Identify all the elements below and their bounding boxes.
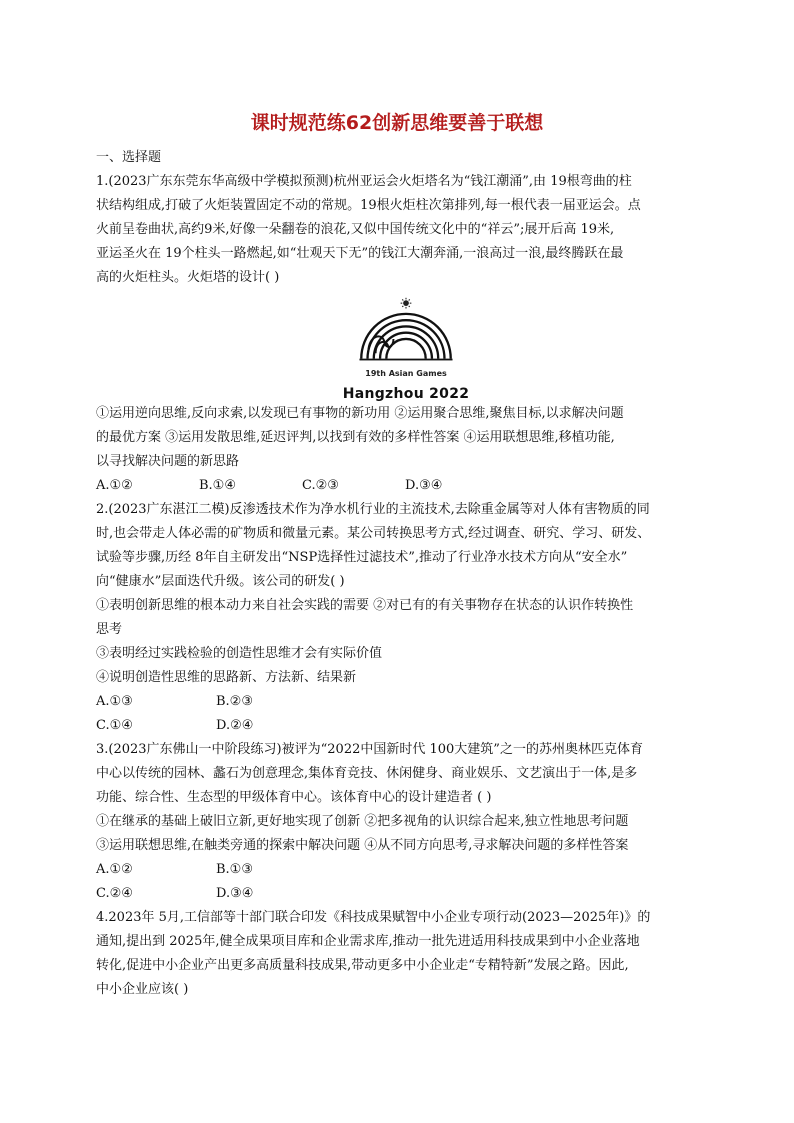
q4-line: 转化,促进中小企业产出更多高质量科技成果,带动更多中小企业走“专精特新”发展之路。因此, (96, 958, 629, 973)
q1-options (96, 474, 716, 498)
asian-games-emblem-icon (346, 296, 466, 364)
q1-line: 高的火炬柱头。火炬塔的设计( ) (96, 270, 280, 285)
q3-options-row (96, 882, 716, 906)
option-d: D.③④ (405, 478, 443, 493)
q4-line: 通知,提出到 2025年,健全成果项目库和企业需求库,推动一批先进适用科技成果到中小企业落地 (96, 934, 640, 949)
option-a: A.①② (96, 478, 133, 493)
q1-line: 火前呈卷曲状,高约9米,好像一朵翻卷的浪花,又似中国传统文化中的“祥云”;展开后高 19米, (96, 222, 615, 237)
page-title: 课时规范练62创新思维要善于联想 (250, 112, 544, 134)
q4-line: 中小企业应该( ) (96, 982, 189, 997)
option-c: C.②③ (302, 478, 339, 493)
q2-statement: ①表明创新思维的根本动力来自社会实践的需要 ②对已有的有关事物存在状态的认识作转换性 (96, 598, 634, 613)
option-b: B.①④ (199, 478, 236, 493)
option-b: B.②③ (216, 694, 253, 709)
q1-line: 1.(2023广东东莞东华高级中学模拟预测)杭州亚运会火炬塔名为“钱江潮涌”,由 19根弯曲的柱 (96, 174, 632, 189)
q2-options-row (96, 690, 716, 714)
question-2 (96, 498, 716, 738)
q1-line: 亚运圣火在 19个柱头一路燃起,如“壮观天下无”的钱江大潮奔涌,一浪高过一浪,最终腾跃在最 (96, 246, 624, 261)
document-body (96, 146, 716, 1002)
q2-options-row (96, 714, 716, 738)
q1-line: 状结构组成,打破了火炬装置固定不动的常规。19根火炬柱次第排列,每一根代表一届亚运会。点 (96, 198, 641, 213)
q3-options-row (96, 858, 716, 882)
option-a: A.①③ (96, 694, 133, 709)
q2-statement: ③表明经过实践检验的创造性思维才会有实际价值 (96, 646, 383, 661)
q2-line: 向“健康水”层面迭代升级。该公司的研发( ) (96, 574, 345, 589)
q1-statement: 以寻找解决问题的新思路 (96, 454, 240, 469)
question-3 (96, 738, 716, 906)
q3-line: 功能、综合性、生态型的甲级体育中心。该体育中心的设计建造者 ( ) (96, 790, 492, 805)
q1-statement: 的最优方案 ③运用发散思维,延迟评判,以找到有效的多样性答案 ④运用联想思维,移植功能, (96, 430, 615, 445)
option-c: C.①④ (96, 718, 133, 733)
q3-statement: ③运用联想思维,在触类旁通的探索中解决问题 ④从不同方向思考,寻求解决问题的多样性答案 (96, 838, 629, 853)
option-d: D.③④ (216, 886, 254, 901)
q1-statement: ①运用逆向思维,反向求索,以发现已有事物的新功用 ②运用聚合思维,聚焦目标,以求解决问题 (96, 406, 624, 421)
option-d: D.②④ (216, 718, 254, 733)
q2-statement: 思考 (96, 622, 123, 637)
q3-line: 中心以传统的园林、蠡石为创意理念,集体育竞技、休闲健身、商业娱乐、文艺演出于一体,是多 (96, 766, 638, 781)
question-1 (96, 170, 716, 498)
q3-line: 3.(2023广东佛山一中阶段练习)被评为“2022中国新时代 100大建筑”之一的苏州奥林匹克体育 (96, 742, 643, 757)
question-4 (96, 906, 716, 1002)
q2-line: 时,也会带走人体必需的矿物质和微量元素。某公司转换思考方式,经过调查、研究、学习、研发、 (96, 526, 651, 541)
q3-statement: ①在继承的基础上破旧立新,更好地实现了创新 ②把多视角的认识综合起来,独立性地思考问题 (96, 814, 629, 829)
asian-games-logo (96, 296, 716, 402)
logo-caption-small: 19th Asian Games (365, 369, 447, 378)
q2-statement: ④说明创造性思维的思路新、方法新、结果新 (96, 670, 357, 685)
q2-line: 试验等步骤,历经 8年自主研发出“NSP选择性过滤技术”,推动了行业净水技术方向从“安全水” (96, 550, 628, 565)
option-a: A.①② (96, 862, 133, 877)
logo-caption-large: Hangzhou 2022 (342, 386, 470, 402)
section-heading: 一、选择题 (96, 150, 162, 165)
q4-line: 4.2023年 5月,工信部等十部门联合印发《科技成果赋智中小企业专项行动(2023—2025年)》的 (96, 910, 651, 925)
option-b: B.①③ (216, 862, 253, 877)
option-c: C.②④ (96, 886, 133, 901)
q2-line: 2.(2023广东湛江二模)反渗透技术作为净水机行业的主流技术,去除重金属等对人体有害物质的同 (96, 502, 650, 517)
